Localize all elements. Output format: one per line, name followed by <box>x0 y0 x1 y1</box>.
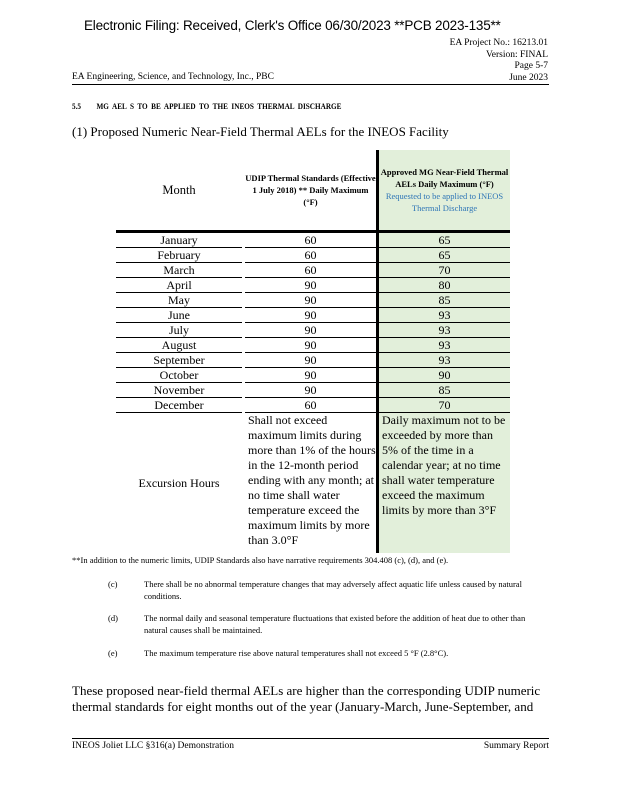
cell-month: March <box>116 263 244 278</box>
cell-approved: 70 <box>378 263 511 278</box>
table-footnote: **In addition to the numeric limits, UDIP Standards also have narrative requirements 304.408 (c), (d), and (e). <box>72 555 449 565</box>
cell-month: December <box>116 398 244 413</box>
footer-right: Summary Report <box>483 741 549 751</box>
cell-month: September <box>116 353 244 368</box>
cell-udip: 90 <box>244 368 378 383</box>
filing-stamp: Electronic Filing: Received, Clerk's Office 06/30/2023 **PCB 2023-135** <box>84 18 501 33</box>
excursion-row <box>116 413 510 554</box>
excursion-label: Excursion Hours <box>138 475 220 490</box>
table-header-row <box>116 150 510 232</box>
section-number: 5.5 <box>72 101 82 111</box>
version: Version: FINAL <box>485 49 548 60</box>
item-text: The maximum temperature rise above natural temperatures shall not exceed 5 °F (2.8°C). <box>144 648 449 658</box>
cell-approved: 93 <box>378 323 511 338</box>
table-row <box>116 263 510 278</box>
section-heading <box>72 101 353 111</box>
cell-month: October <box>116 368 244 383</box>
cell-approved: 85 <box>378 383 511 398</box>
table-row <box>116 248 510 263</box>
item-label: (e) <box>108 648 118 658</box>
header-approved <box>378 150 511 232</box>
cell-approved: 93 <box>378 308 511 323</box>
cell-approved: 65 <box>378 248 511 263</box>
cell-approved: 65 <box>378 232 511 248</box>
cell-udip: 90 <box>244 383 378 398</box>
table-row <box>116 278 510 293</box>
table-row <box>116 232 510 248</box>
cell-udip: 60 <box>244 263 378 278</box>
item-label: (d) <box>108 613 118 623</box>
cell-approved: 70 <box>378 398 511 413</box>
table-row <box>116 353 510 368</box>
cell-udip: 90 <box>244 338 378 353</box>
cell-month: May <box>116 293 244 308</box>
cell-approved: 93 <box>378 353 511 368</box>
page-number: Page 5-7 <box>514 61 548 71</box>
table-row <box>116 293 510 308</box>
cell-approved: 80 <box>378 278 511 293</box>
header-approved-title: Approved MG Near-Field Thermal AELs Daily Maximum (°F) <box>380 167 509 189</box>
section-title: MG AEL S TO BE APPLIED TO THE INEOS THERMAL DISCHARGE <box>96 101 342 111</box>
cell-udip: 90 <box>244 293 378 308</box>
header-month: Month <box>116 150 244 232</box>
cell-approved: 90 <box>378 368 511 383</box>
item-text: The normal daily and seasonal temperature fluctuations that existed before the addition of heat due to other than natural causes shall be maintained. <box>144 613 526 635</box>
header-date: June 2023 <box>509 72 548 83</box>
body-paragraph: These proposed near-field thermal AELs are higher than the corresponding UDIP numeric thermal standards for eight months out of the year (January-March, June-September, and <box>72 683 541 714</box>
header-udip: UDIP Thermal Standards (Effective 1 July 2018) ** Daily Maximum (°F) <box>244 150 378 232</box>
cell-month: January <box>116 232 244 248</box>
header-right <box>450 38 548 84</box>
cell-month: April <box>116 278 244 293</box>
cell-month: November <box>116 383 244 398</box>
cell-udip: 90 <box>244 353 378 368</box>
excursion-approved: Daily maximum not to be exceeded by more than 5% of the time in a calendar year; at no time shall water temperature exceed the maximum limits by more than 3°F <box>378 413 511 554</box>
cell-month: February <box>116 248 244 263</box>
item-label: (c) <box>108 579 118 589</box>
cell-approved: 85 <box>378 293 511 308</box>
cell-approved: 93 <box>378 338 511 353</box>
project-number: EA Project No.: 16213.01 <box>449 38 548 48</box>
excursion-udip: Shall not exceed maximum limits during more than 1% of the hours in the 12-month period ending with any month; at no time shall water temperature exceed the maximum limits by more than 3.0°F <box>244 413 378 554</box>
table-row <box>116 338 510 353</box>
cell-udip: 90 <box>244 308 378 323</box>
thermal-ael-table <box>116 150 510 553</box>
cell-month: June <box>116 308 244 323</box>
table-row <box>116 308 510 323</box>
cell-udip: 90 <box>244 323 378 338</box>
item-text: There shall be no abnormal temperature changes that may adversely affect aquatic life unless caused by natural conditions. <box>144 579 522 601</box>
table-row <box>116 368 510 383</box>
footer-left: INEOS Joliet LLC §316(a) Demonstration <box>72 741 235 751</box>
subheading: (1) Proposed Numeric Near-Field Thermal AELs for the INEOS Facility <box>72 124 449 139</box>
table-row <box>116 383 510 398</box>
table-row <box>116 323 510 338</box>
cell-month: July <box>116 323 244 338</box>
header-approved-note: Requested to be applied to INEOS Thermal Discharge <box>385 191 504 213</box>
cell-udip: 60 <box>244 232 378 248</box>
header-rule <box>72 84 549 85</box>
footer-rule <box>72 738 549 739</box>
cell-month: August <box>116 338 244 353</box>
cell-udip: 90 <box>244 278 378 293</box>
cell-udip: 60 <box>244 398 378 413</box>
company-name: EA Engineering, Science, and Technology, Inc., PBC <box>72 72 274 82</box>
cell-udip: 60 <box>244 248 378 263</box>
table-row <box>116 398 510 413</box>
